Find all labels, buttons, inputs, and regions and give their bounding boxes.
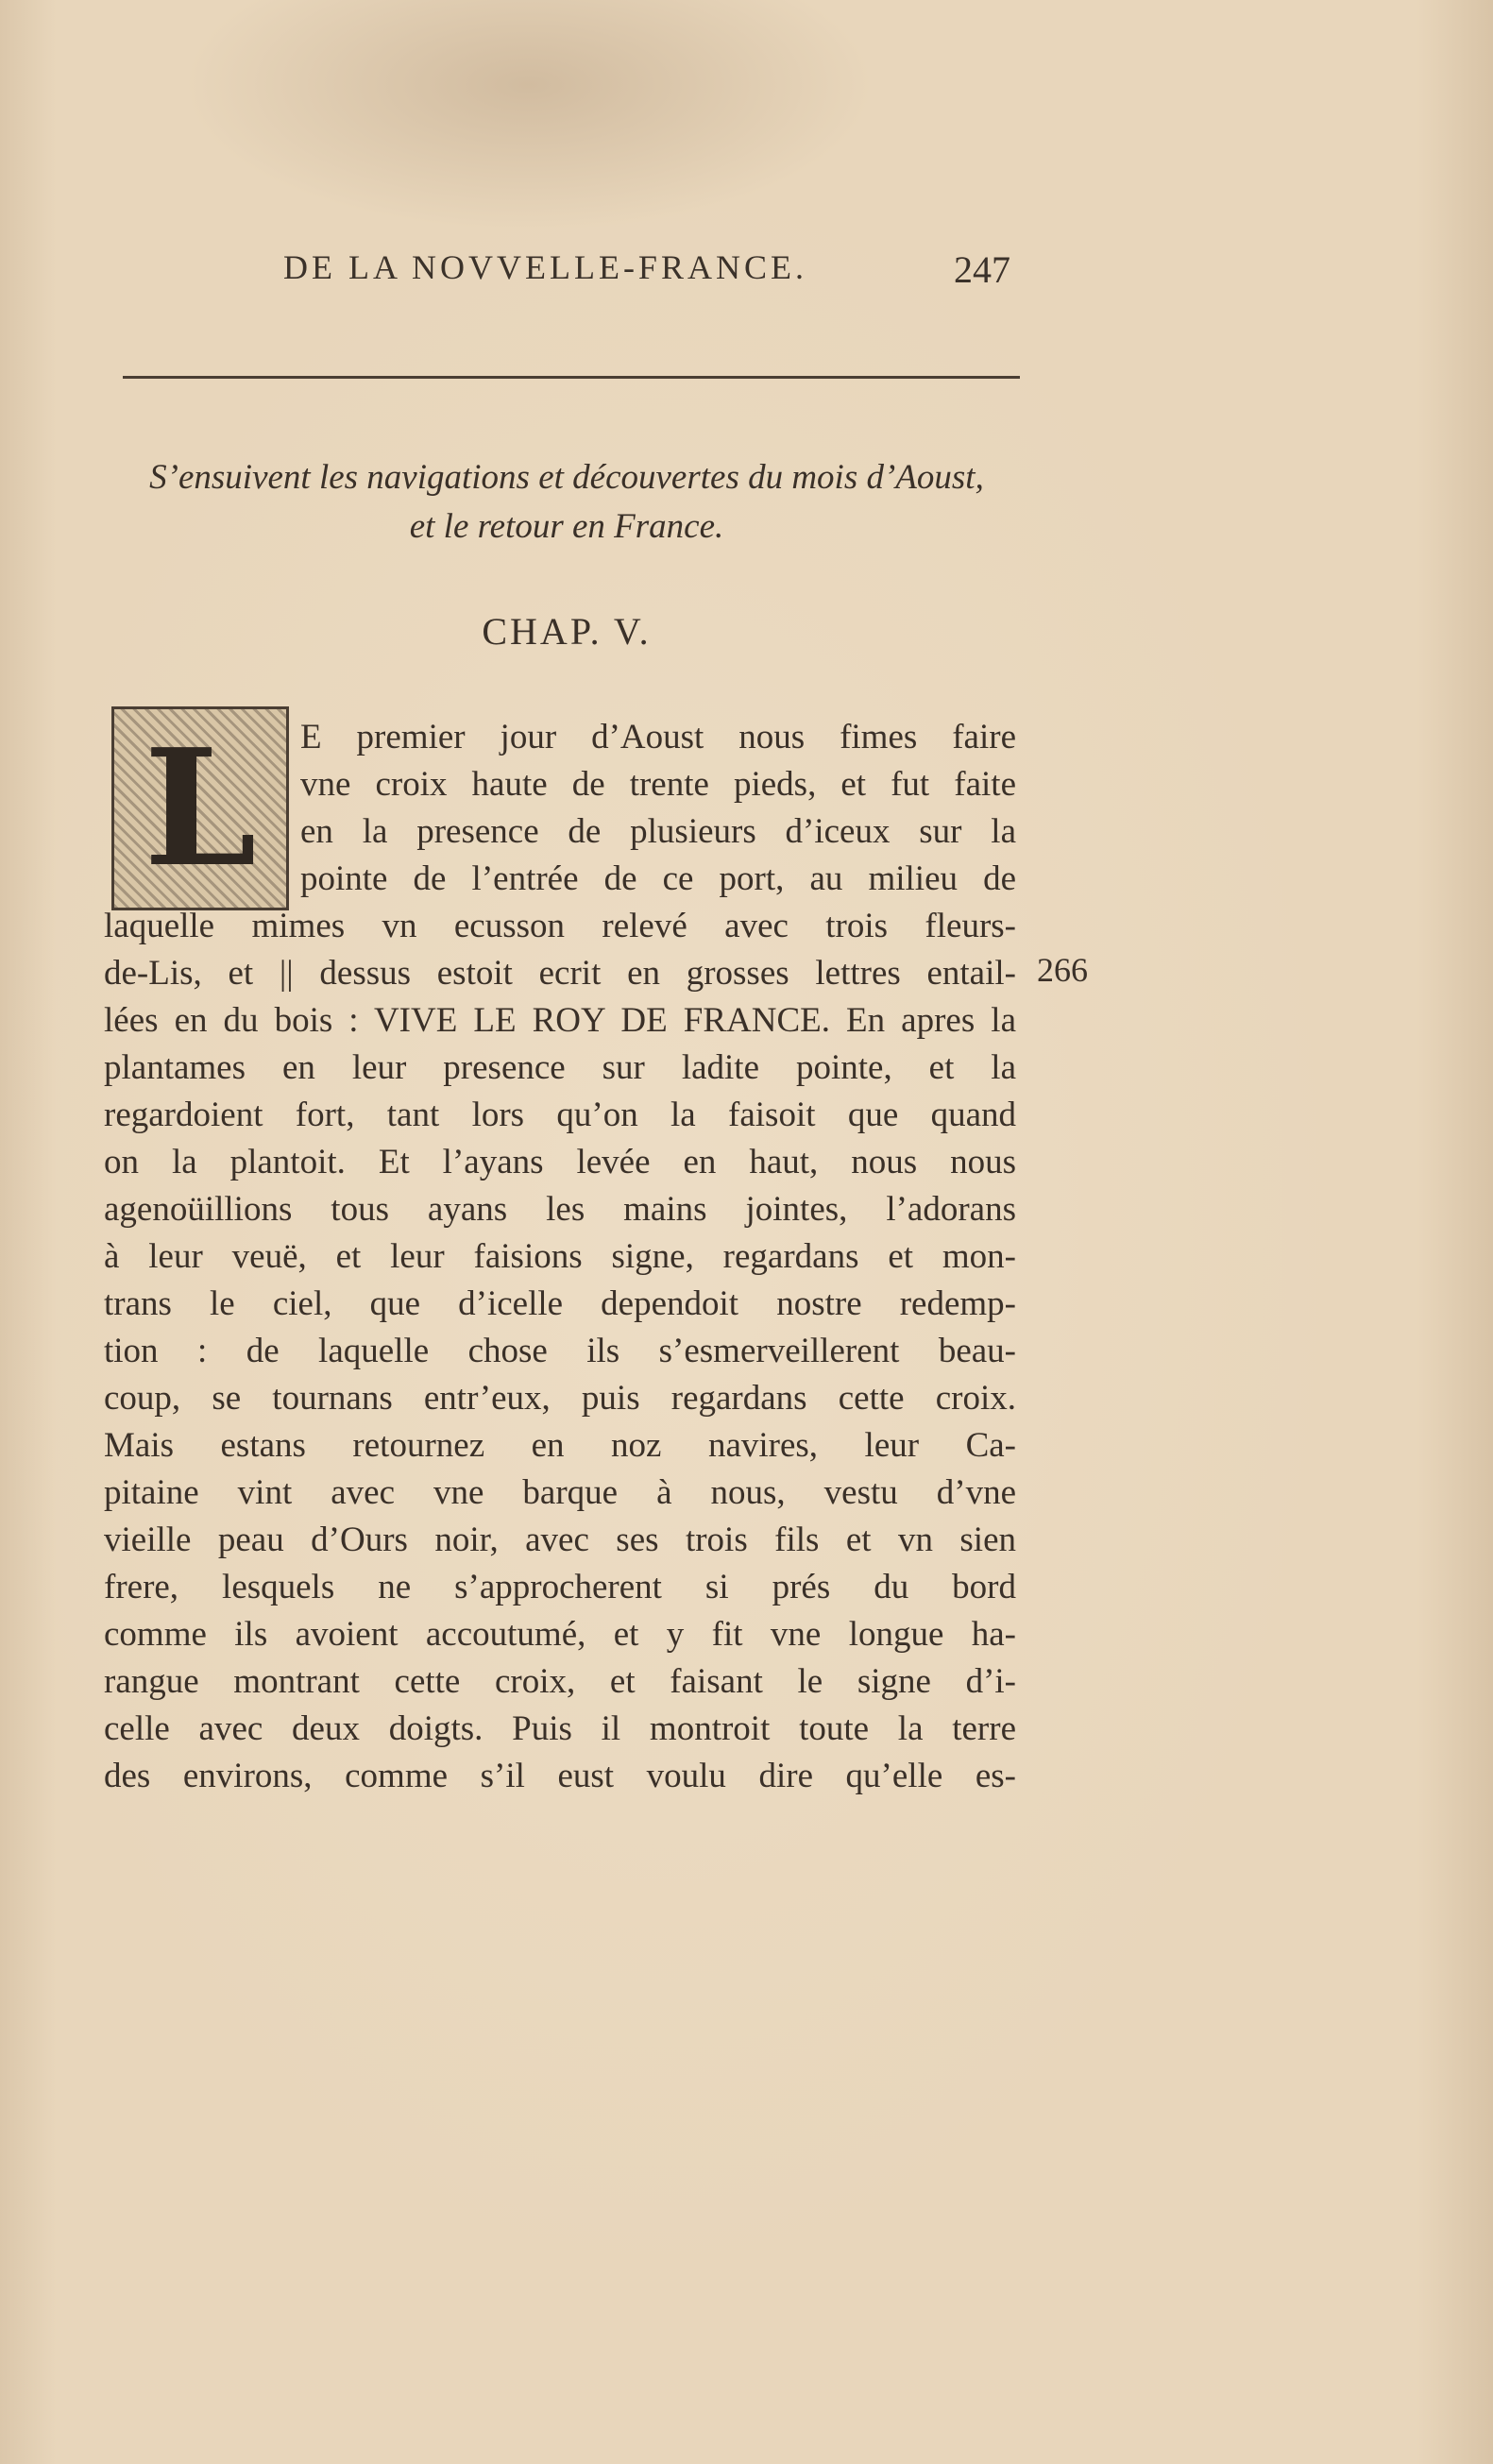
margin-page-number: 266 [1037, 951, 1088, 989]
section-heading-line-1: S’ensuivent les navigations et découvertes du mois d’Aoust, [149, 458, 984, 497]
body-line: frere, lesquels ne s’approcherent si prés du bord [104, 1568, 1016, 1606]
body-line: E premier jour d’Aoust nous fimes faire [300, 718, 1016, 756]
running-head: DE LA NOVVELLE-FRANCE. [283, 248, 807, 286]
body-line: regardoient fort, tant lors qu’on la faisoit que quand [104, 1096, 1016, 1134]
body-line: coup, se tournans entr’eux, puis regardans cette croix. [104, 1379, 1016, 1418]
section-heading [104, 453, 1029, 552]
body-line: on la plantoit. Et l’ayans levée en haut, nous nous [104, 1143, 1016, 1181]
body-line: Mais estans retournez en noz navires, leur Ca- [104, 1426, 1016, 1465]
body-line: tion : de laquelle chose ils s’esmerveillerent beau- [104, 1332, 1016, 1370]
body-line: à leur veuë, et leur faisions signe, regardans et mon- [104, 1237, 1016, 1276]
body-line: vne croix haute de trente pieds, et fut faite [300, 765, 1016, 804]
body-line: de-Lis, et || dessus estoit ecrit en grosses lettres entail- [104, 954, 1016, 993]
chapter-label: CHAP. V. [482, 610, 652, 653]
header-rule [123, 376, 1020, 379]
body-line: lées en du bois : VIVE LE ROY DE FRANCE. En apres la [104, 1001, 1016, 1040]
drop-cap-letter: L [144, 714, 257, 903]
ornamental-drop-cap [111, 706, 289, 910]
body-line: agenoüillions tous ayans les mains jointes, l’adorans [104, 1190, 1016, 1229]
body-line: vieille peau d’Ours noir, avec ses trois fils et vn sien [104, 1521, 1016, 1559]
body-line: laquelle mimes vn ecusson relevé avec trois fleurs- [104, 907, 1016, 945]
body-line: trans le ciel, que d’icelle dependoit nostre redemp- [104, 1284, 1016, 1323]
body-line: comme ils avoient accoutumé, et y fit vne longue ha- [104, 1615, 1016, 1654]
body-line: des environs, comme s’il eust voulu dire qu’elle es- [104, 1757, 1016, 1795]
body-line: pitaine vint avec vne barque à nous, vestu d’vne [104, 1473, 1016, 1512]
page-number: 247 [954, 248, 1010, 291]
body-line: en la presence de plusieurs d’iceux sur la [300, 812, 1016, 851]
body-line: pointe de l’entrée de ce port, au milieu de [300, 859, 1016, 898]
section-heading-line-2: et le retour en France. [409, 507, 724, 546]
body-line: plantames en leur presence sur ladite pointe, et la [104, 1048, 1016, 1087]
body-line: celle avec deux doigts. Puis il montroit toute la terre [104, 1709, 1016, 1748]
body-line: rangue montrant cette croix, et faisant le signe d’i- [104, 1662, 1016, 1701]
